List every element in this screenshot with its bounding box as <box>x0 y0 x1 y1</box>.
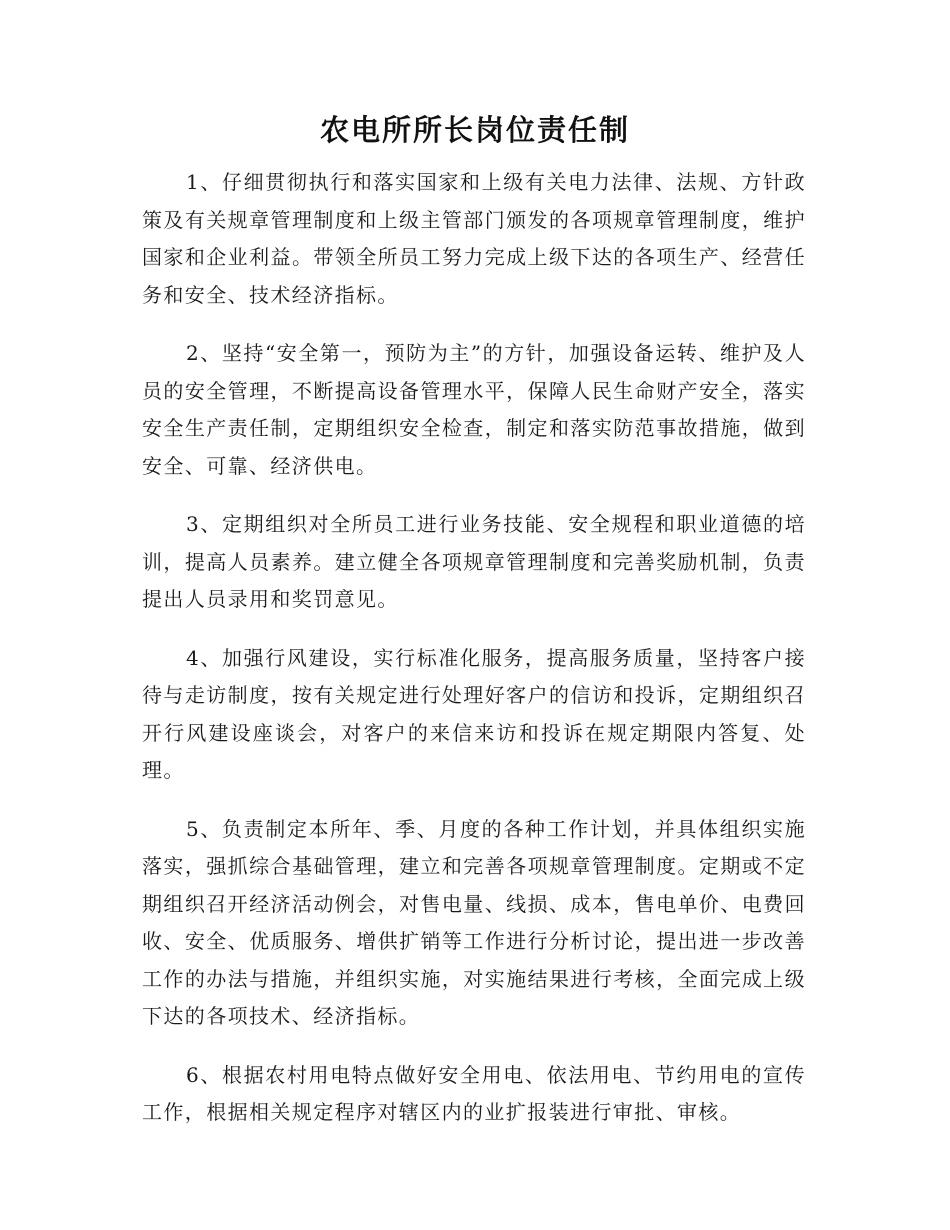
page-title: 农电所所长岗位责任制 <box>319 113 630 147</box>
paragraph-6: 6、根据农村用电特点做好安全用电、依法用电、节约用电的宣传工作，根据相关规定程序对辖区内的业扩报装进行审批、审核。 <box>142 1062 806 1124</box>
document-body <box>142 164 806 1153</box>
paragraph-5: 5、负责制定本所年、季、月度的各种工作计划，并具体组织实施落实，强抓综合基础管理，建立和完善各项规章管理制度。定期或不定期组织召开经济活动例会，对售电量、线损、成本，售电单价、电费回收、安全、优质服务、增供扩销等工作进行分析讨论，提出进一步改善工作的办法与措施，并组织实施，对实施结果进行考核，全面完成上级下达的各项技术、经济指标。 <box>142 816 806 1028</box>
paragraph-3: 3、定期组织对全所员工进行业务技能、安全规程和职业道德的培训，提高人员素养。建立健全各项规章管理制度和完善奖励机制，负责提出人员录用和奖罚意见。 <box>142 512 806 611</box>
paragraph-1: 1、仔细贯彻执行和落实国家和上级有关电力法律、法规、方针政策及有关规章管理制度和上级主管部门颁发的各项规章管理制度，维护国家和企业利益。带领全所员工努力完成上级下达的各项生产、经营任务和安全、技术经济指标。 <box>142 170 806 307</box>
paragraph-4: 4、加强行风建设，实行标准化服务，提高服务质量，坚持客户接待与走访制度，按有关规定进行处理好客户的信访和投诉，定期组织召开行风建设座谈会，对客户的来信来访和投诉在规定期限内答复、处理。 <box>142 645 806 782</box>
paragraph-2: 2、坚持“安全第一，预防为主”的方针，加强设备运转、维护及人员的安全管理，不断提高设备管理水平，保障人民生命财产安全，落实安全生产责任制，定期组织安全检查，制定和落实防范事故措施，做到安全、可靠、经济供电。 <box>142 341 806 478</box>
